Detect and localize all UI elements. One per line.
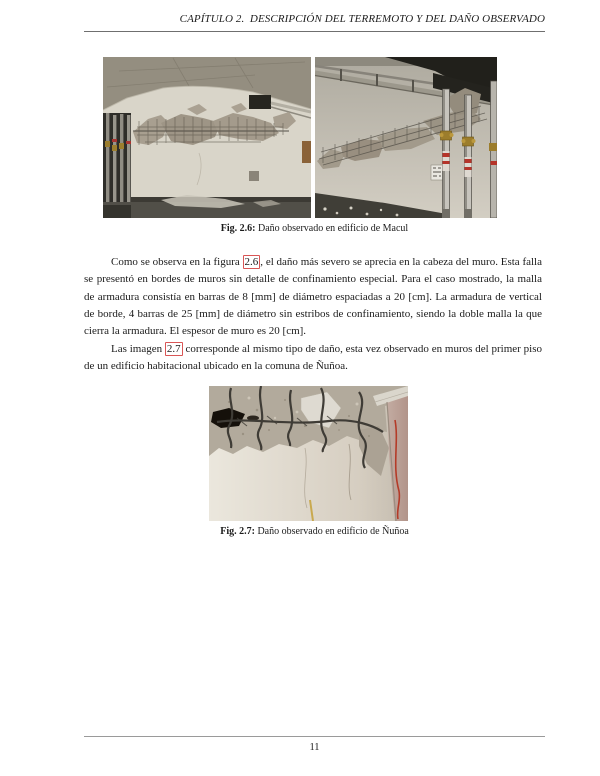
running-header: CAPÍTULO 2. DESCRIPCIÓN DEL TERREMOTO Y DEL DAÑO OBSERVADO <box>179 13 545 25</box>
photo-macul-left-icon <box>103 57 311 218</box>
footer-rule <box>84 736 545 737</box>
figure-2-7-caption <box>84 526 545 537</box>
p2-text-after: corresponde al mismo tipo de daño, esta vez observado en muros del primer piso de un edificio habitacional ubicado en la comuna de Ñuñoa. <box>84 343 542 373</box>
figure-2-6-text: Daño observado en edificio de Macul <box>257 223 409 234</box>
wood-board <box>302 141 311 163</box>
floor-debris <box>103 195 311 218</box>
p1-text-after: , el daño más severo se aprecia en la cabeza del muro. Esta falla se presentó en bordes de muros sin detalle de confinamiento especial. Para el caso mostrado, la malla de armadura consistía en barras de 8 [mm] de diámetro espaciadas a 20 [cm]. La armadura de vertical de borde, 4 barras de 25 [mm] de diámetro sin estribos de confinamiento, siendo la doble malla la que cierra la armadura. El espesor de muro es 20 [cm]. <box>84 256 542 338</box>
figure-2-7-text: Daño observado en edificio de Ñuñoa <box>257 526 409 537</box>
photo-macul-right-icon <box>315 57 497 218</box>
p2-text-before: Las imagen <box>111 343 165 355</box>
figure-2-6 <box>103 57 497 218</box>
page-number: 11 <box>309 742 320 753</box>
wall-sign <box>431 165 444 180</box>
photo-nunoa-icon <box>209 386 408 521</box>
paragraph-1 <box>84 254 542 340</box>
wall-outlet <box>249 171 259 181</box>
figure-ref-2-6[interactable]: 2.6 <box>244 256 259 268</box>
header-rule <box>84 31 545 32</box>
figure-2-7 <box>209 386 408 521</box>
figure-2-6-caption <box>84 223 545 234</box>
figure-2-6-label: Fig. 2.6: <box>220 223 256 234</box>
shoring-pipes <box>103 113 131 205</box>
figure-ref-2-7[interactable]: 2.7 <box>166 343 181 355</box>
p1-text-before: Como se observa en la figura <box>111 256 243 268</box>
figure-2-7-label: Fig. 2.7: <box>220 526 255 537</box>
paragraph-2 <box>84 341 542 376</box>
